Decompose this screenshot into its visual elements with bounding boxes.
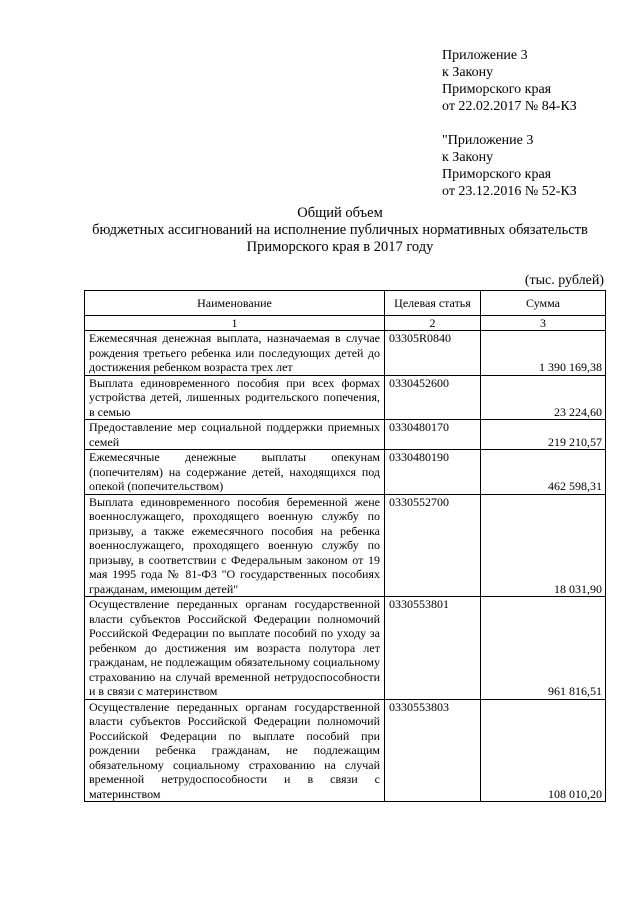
units-label: (тыс. рублей) bbox=[524, 273, 604, 288]
table-row bbox=[85, 450, 606, 495]
column-number: 2 bbox=[385, 316, 481, 331]
row-sum: 462 598,31 bbox=[481, 450, 606, 495]
document-title bbox=[60, 205, 620, 256]
row-name: Выплата единовременного пособия при всех формах устройства детей, лишенных родительского попечения, в семью bbox=[85, 375, 385, 420]
row-sum: 1 390 169,38 bbox=[481, 331, 606, 376]
row-sum: 108 010,20 bbox=[481, 699, 606, 802]
row-code: 0330452600 bbox=[385, 375, 481, 420]
row-name: Ежемесячная денежная выплата, назначаемая в случае рождения третьего ребенка или последующих детей до достижения ребенком возраста трех лет bbox=[85, 331, 385, 376]
appendix-line: от 23.12.2016 № 52-КЗ bbox=[442, 184, 577, 199]
appendix-line: к Закону bbox=[442, 65, 494, 80]
table-row bbox=[85, 494, 606, 597]
row-sum: 18 031,90 bbox=[481, 494, 606, 597]
appendix-line: "Приложение 3 bbox=[442, 133, 534, 148]
appendix-line: Приморского края bbox=[442, 167, 552, 182]
row-sum: 23 224,60 bbox=[481, 375, 606, 420]
row-sum: 219 210,57 bbox=[481, 420, 606, 450]
title-line: Приморского края в 2017 году bbox=[246, 239, 434, 255]
allocations-table bbox=[84, 290, 606, 802]
header-sum: Сумма bbox=[481, 291, 606, 316]
row-name: Осуществление переданных органам государственной власти субъектов Российской Федерации полномочий Российской Федерации по выплате пособий при рождении ребенка гражданам, не подлежащим обязательному социальному страхованию на случай временной нетрудоспособности и в связи с материнством bbox=[85, 699, 385, 802]
row-code: 0330552700 bbox=[385, 494, 481, 597]
header-code: Целевая статья bbox=[385, 291, 481, 316]
appendix-line: Приморского края bbox=[442, 82, 552, 97]
row-code: 0330480190 bbox=[385, 450, 481, 495]
appendix-line: к Закону bbox=[442, 150, 494, 165]
row-code: 0330553801 bbox=[385, 597, 481, 700]
row-code: 0330553803 bbox=[385, 699, 481, 802]
title-line: бюджетных ассигнований на исполнение публичных нормативных обязательств bbox=[92, 222, 588, 238]
table-row bbox=[85, 699, 606, 802]
row-name: Выплата единовременного пособия беременной жене военнослужащего, проходящего военную службу по призыву, а также ежемесячного пособия на ребенка военнослужащего, проходящего военную службу по призыву, в соответствии с Федеральным законом от 19 мая 1995 года № 81-ФЗ "О государственных пособиях гражданам, имеющим детей" bbox=[85, 494, 385, 597]
row-sum: 961 816,51 bbox=[481, 597, 606, 700]
row-name: Ежемесячные денежные выплаты опекунам (попечителям) на содержание детей, находящихся под опекой (попечительством) bbox=[85, 450, 385, 495]
table-header-row bbox=[85, 291, 606, 316]
row-code: 0330480170 bbox=[385, 420, 481, 450]
column-number: 3 bbox=[481, 316, 606, 331]
row-name: Предоставление мер социальной поддержки приемных семей bbox=[85, 420, 385, 450]
row-code: 03305R0840 bbox=[385, 331, 481, 376]
appendix-previous bbox=[442, 132, 577, 200]
appendix-line: от 22.02.2017 № 84-КЗ bbox=[442, 99, 577, 114]
column-number-row bbox=[85, 316, 606, 331]
appendix-line: Приложение 3 bbox=[442, 48, 528, 63]
table-row bbox=[85, 597, 606, 700]
appendix-current bbox=[442, 47, 577, 115]
table-row bbox=[85, 375, 606, 420]
column-number: 1 bbox=[85, 316, 385, 331]
table-row bbox=[85, 331, 606, 376]
row-name: Осуществление переданных органам государственной власти субъектов Российской Федерации полномочий Российской Федерации по выплате пособий по уходу за ребенком до достижения им возраста полутора лет гражданам, не подлежащим обязательному социальному страхованию на случай временной нетрудоспособности и в связи с материнством bbox=[85, 597, 385, 700]
table-row bbox=[85, 420, 606, 450]
title-line: Общий объем bbox=[297, 205, 383, 221]
header-name: Наименование bbox=[85, 291, 385, 316]
